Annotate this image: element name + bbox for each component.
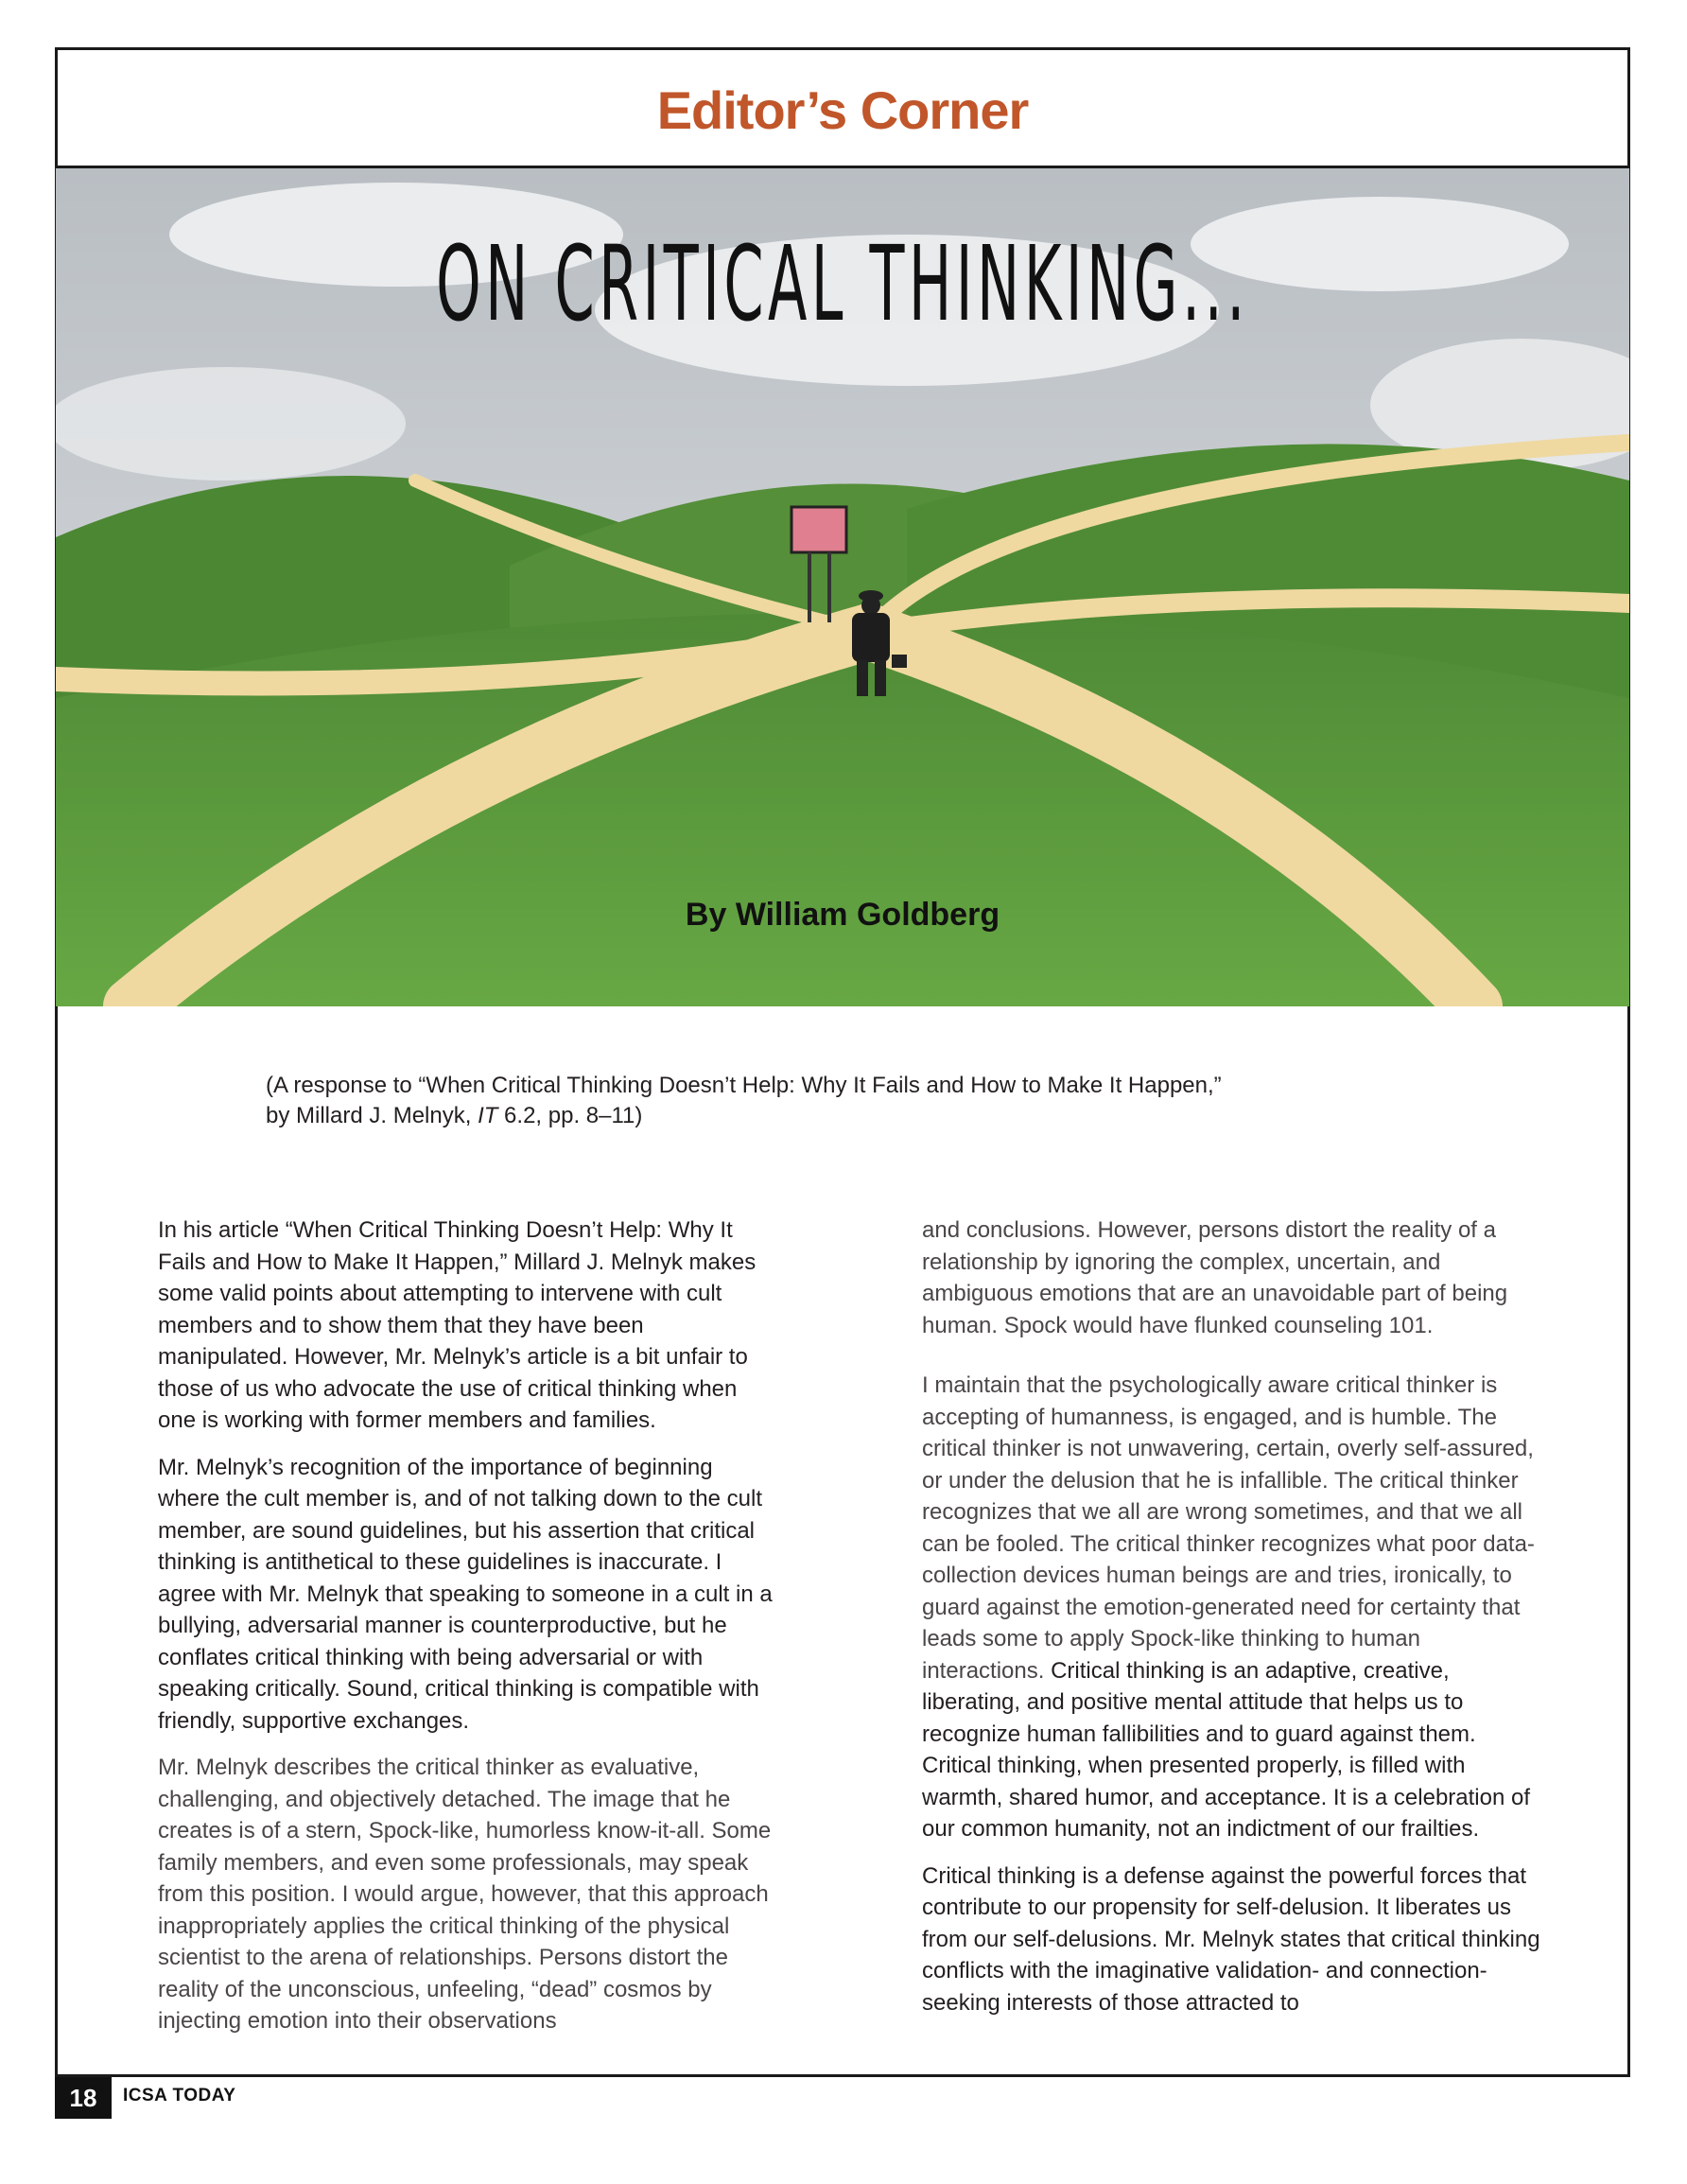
- response-note-line: by Millard J. Melnyk, IT 6.2, pp. 8–11): [266, 1103, 643, 1128]
- paragraph: Mr. Melnyk describes the critical thinker as evaluative, challenging, and objectively detached. The image that he creates is of a stern, Spock-like, humorless know-it-all. Some family members, and even some professionals, may speak from this position. I would argue, however, that this approach inappropriately applies the critical thinking of the physical scientist to the arena of relationships. Persons distort the reality of the unconscious, unfeeling, “dead” cosmos by injecting emotion into their observations: [158, 1755, 772, 2034]
- paragraph: and conclusions. However, persons distort the reality of a relationship by ignoring the complex, uncertain, and ambiguous emotions that are an unavoidable part of being human. Spock would have flunked counseling 101.: [922, 1217, 1508, 1338]
- cloud: [56, 367, 406, 480]
- paragraph: In his article “When Critical Thinking Doesn’t Help: Why It Fails and How to Make It Happen,” Millard J. Melnyk makes some valid points about attempting to intervene with cult members and to show them that they have been manipulated. However, Mr. Melnyk’s article is a bit unfair to those of us who advocate the use of critical thinking when one is working with former members and families.: [158, 1217, 757, 1433]
- left-column: [158, 1214, 773, 2053]
- page-number: 18: [55, 2077, 112, 2119]
- magazine-name: ICSA TODAY: [123, 2086, 236, 2105]
- response-note: [266, 1071, 1222, 1131]
- illustration: [56, 168, 1629, 1006]
- paragraph: Critical thinking is a defense against the powerful forces that contribute to our propensity for self-delusion. It liberates us from our self-delusions. Mr. Melnyk states that critical thinking conflicts with the imaginative validation- and connection-seeking interests of those attracted to: [922, 1862, 1540, 2016]
- paragraph: Mr. Melnyk’s recognition of the importance of beginning where the cult member is, and of not talking down to the cult member, are sound guidelines, but his assertion that critical thinking is antithetical to these guidelines is inaccurate. I agree with Mr. Melnyk that speaking to someone in a cult in a bullying, adversarial manner is counterproductive, but he conflates critical thinking with being adversarial or with speaking critically. Sound, critical thinking is compatible with friendly, supportive exchanges.: [158, 1454, 773, 1734]
- response-note-line: (A response to “When Critical Thinking Doesn’t Help: Why It Fails and How to Make It Happen,”: [266, 1073, 1222, 1098]
- paragraph: I maintain that the psychologically aware critical thinker is accepting of humanness, is engaged, and is humble. The critical thinker is not unwavering, certain, overly self-assured, or under the delusion that he is infallible. The critical thinker recognizes that we all are wrong sometimes, and that we all can be fooled. The critical thinker recognizes what poor data-collection devices human beings are and tries, ironically, to guard against the emotion-generated need for certainty that leads some to apply Spock-like thinking to human interactions. Critical thinking is an adaptive, creative, liberating, and positive mental attitude that helps us to recognize human fallibilities and to guard against them. Critical thinking, when presented properly, is filled with warmth, shared humor, and acceptance. It is a celebration of our common humanity, not an indictment of our frailties.: [922, 1372, 1535, 1842]
- header: [55, 47, 1630, 168]
- article-title: ON CRITICAL THINKING...: [436, 223, 1249, 344]
- byline: By William Goldberg: [685, 897, 1000, 933]
- section-title: Editor’s Corner: [656, 80, 1029, 140]
- right-column: [922, 1214, 1546, 2034]
- signpost-icon: [791, 507, 846, 552]
